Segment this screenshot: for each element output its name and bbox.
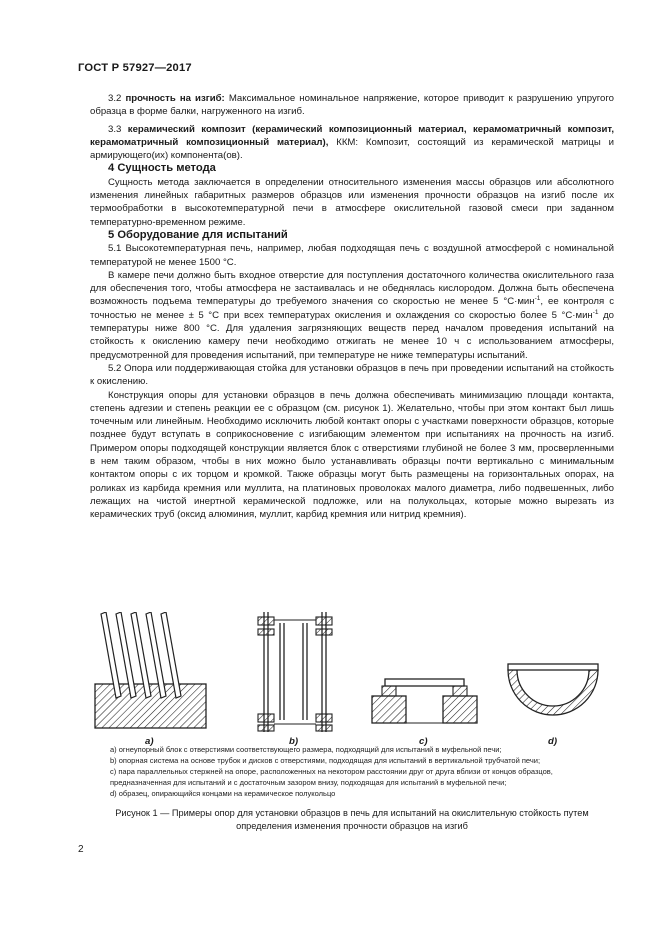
clause-3-3: 3.3 керамический композит (керамический композиционный материал, керамоматричный композит, керамоматричный композиционный материал), ККМ: Композит, состоящий из керамической матрицы и армирующего(их) компонента(ов). — [90, 123, 615, 162]
figure-label-c: с) — [419, 736, 428, 747]
section-4-title: 4 Сущность метода — [108, 162, 216, 175]
figure-1-drawings — [90, 612, 614, 736]
term-bending-strength: прочность на изгиб: — [125, 93, 225, 104]
drawing-b-tube-disk-support — [258, 612, 332, 732]
figure-label-b: b) — [289, 736, 299, 747]
figure-note-d: d) образец, опирающийся концами на керамическое полукольцо — [110, 789, 336, 798]
figure-1 — [90, 612, 614, 747]
section-5-title: 5 Оборудование для испытаний — [108, 228, 288, 241]
drawing-d-half-ring — [508, 664, 598, 715]
page-number: 2 — [78, 844, 84, 855]
furnace-requirements-paragraph: В камере печи должно быть входное отверстие для поступления достаточного количества окислительного газа для обеспечения того, чтобы атмосфера не застаивалась и не обеднялась кислородом. Должна быть обеспечена возможность подъема температуры до требуемого значения со скоростью не менее 5 °С·мин$^{-1}$, ее контроля с точностью не менее ± 5 °С при всех температурах окисления и охлаждения со скоростью более 5 °С·мин$^{-1}$ до температуры ниже 800 °С. Для удаления загрязняющих веществ перед началом проведения испытаний на стойкость к окислению камеру печи необходимо отжигать не менее 10 ч с использованием атмосферы, предусмотренной для проведения испытаний, при температуре не ниже температуры испытаний. — [90, 269, 614, 361]
drawing-c-parallel-rods — [372, 679, 477, 723]
figure-label-a: а) — [145, 736, 154, 747]
figure-caption-line-2: определения изменения прочности образцов на изгиб — [236, 821, 468, 831]
figure-label-d: d) — [548, 736, 558, 747]
figure-caption-line-1: Рисунок 1 — Примеры опор для установки образцов в печь для испытаний на окислительную стойкость путем — [115, 808, 589, 818]
figure-note-a: а) огнеупорный блок с отверстиями соответствующего размера, подходящий для испытаний в муфельной печи; — [110, 745, 502, 754]
clause-3-2: 3.2 прочность на изгиб: Максимальное номинальное напряжение, которое приводит к разрушению упругого образца в форме балки, нагруженного на изгиб. — [90, 93, 615, 118]
figure-notes — [90, 744, 614, 799]
section-4-paragraph: Сущность метода заключается в определении относительного изменения массы образцов или абсолютного изменения линейных габаритных размеров образцов или изменения прочности образцов на изгиб после их термообработки в высокотемпературной печи в атмосфере окислительной газовой смеси при заданном температурно-временном режиме. — [90, 176, 614, 228]
term-ceramic-composite: керамический композит (керамический композиционный материал, керамоматричный композит, керамоматричный композиционный материал), — [90, 123, 614, 148]
figure-note-b: b) опорная система на основе трубок и дисков с отверстиями, подходящая для испытаний в вертикальной трубчатой печи; — [110, 756, 541, 765]
document-body — [90, 92, 614, 522]
clause-5-1: 5.1 Высокотемпературная печь, например, любая подходящая печь с воздушной атмосферой с номинальной температурой не менее 1500 °С. — [90, 243, 614, 268]
figure-note-c: с) пара параллельных стержней на опоре, расположенных на некотором расстоянии друг от друга вблизи от концов образцов, предназначенная для испытаний и с достаточным зазором внизу, подходящая для испытаний в муфельной печи; — [110, 767, 553, 787]
support-design-paragraph: Конструкция опоры для установки образцов в печь должна обеспечивать минимизацию площади контакта, степень адгезии и степень реакции ее с образцом (см. рисунок 1). Желательно, чтобы при этом контакт был лишь точечным или линейным. Необходимо исключить любой контакт опоры с участками поверхности образцов, которые позднее будут вступать в соприкосновение с изгибающим элементом при испытаниях на прочность на изгиб. Примером опоры подходящей конструкции является блок с отверстиями глубиной не более 3 мм, просверленными в нем таким образом, чтобы в них можно было устанавливать образцы почти вертикально с минимальным контактом опоры с их торцом и кромкой. Также образцы могут быть размещены на горизонтальных опорах, на роликах из карбида кремния или муллита, на платиновых проволоках малого диаметра, либо подвешенных, либо лежащих на чистой инертной керамической подложке, или на полукольцах, которые можно вырезать из керамических труб (оксид алюминия, муллит, карбид кремния или нитрид кремния). — [90, 389, 614, 521]
figure-caption — [80, 807, 624, 833]
drawing-a-refractory-block — [95, 612, 206, 728]
standard-header: ГОСТ Р 57927—2017 — [78, 62, 192, 74]
clause-5-2: 5.2 Опора или поддерживающая стойка для установки образцов в печь при проведении испытаний на стойкость к окислению. — [90, 362, 614, 388]
